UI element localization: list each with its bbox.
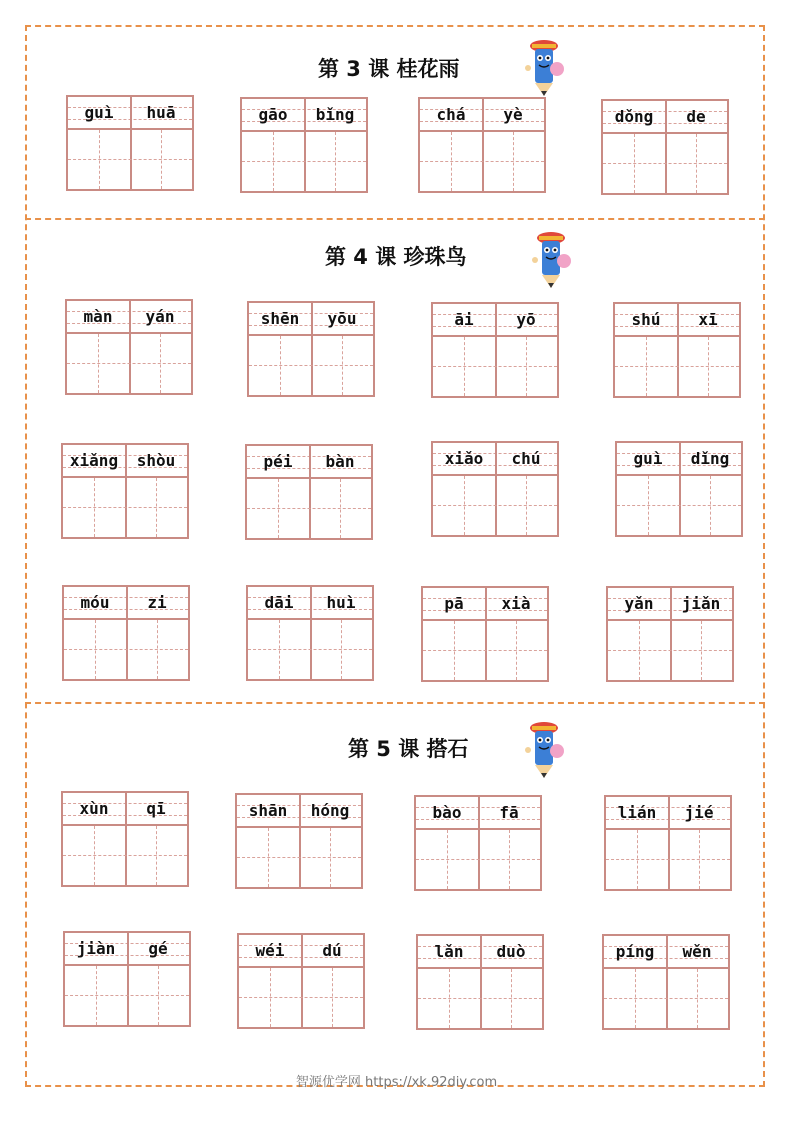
grid-guide-line [423,650,547,651]
grid-divider [130,97,132,189]
grid-guide-line [418,998,542,999]
pinyin-syllable: hóng [310,801,350,820]
grid-divider [129,301,131,393]
pinyin-syllable: shòu [136,451,176,470]
pinyin-syllable: móu [80,593,110,612]
grid-guide-line [242,161,366,162]
grid-divider [304,99,306,191]
word-writing-grid [604,795,732,891]
section-divider [25,218,765,220]
pinyin-syllable: chá [436,105,466,124]
grid-divider [478,797,480,889]
grid-divider [310,587,312,679]
pinyin-syllable: fā [499,803,519,822]
grid-guide-line [248,649,372,650]
word-writing-grid [61,791,189,887]
pinyin-syllable: yōu [327,309,357,328]
word-writing-grid [601,99,729,195]
grid-guide-line [68,159,192,160]
grid-guide-line [67,363,191,364]
pinyin-syllable: péi [263,452,293,471]
pinyin-syllable: wěn [682,942,712,961]
lesson-title: 第 5 课 搭石 [348,737,469,761]
pinyin-syllable: bàn [325,452,355,471]
grid-divider [482,99,484,191]
section-divider [25,702,765,704]
word-writing-grid [240,97,368,193]
grid-guide-line [420,161,544,162]
grid-divider [125,793,127,885]
grid-guide-line [65,995,189,996]
grid-guide-line [433,505,557,506]
word-writing-grid [602,934,730,1030]
pinyin-syllable: lián [617,803,657,822]
word-writing-grid [421,586,549,682]
grid-divider [126,587,128,679]
pinyin-syllable: gé [148,939,168,958]
grid-divider [125,445,127,537]
footer-watermark: 智源优学网 https://xk.92diy.com [295,1075,498,1090]
grid-divider [668,797,670,889]
pinyin-syllable: gāo [258,105,288,124]
pinyin-syllable: āi [454,310,474,329]
pinyin-syllable: yè [503,105,523,124]
grid-divider [127,933,129,1025]
grid-divider [299,795,301,887]
grid-divider [677,304,679,396]
pinyin-syllable: guì [633,449,663,468]
word-writing-grid [237,933,365,1029]
grid-divider [301,935,303,1027]
word-writing-grid [431,441,559,537]
pinyin-syllable: xiǎo [444,449,484,468]
pinyin-syllable: jiǎn [681,594,721,613]
word-writing-grid [606,586,734,682]
pinyin-syllable: píng [615,942,655,961]
grid-guide-line [247,508,371,509]
grid-guide-line [237,857,361,858]
pinyin-syllable: yō [516,310,536,329]
pinyin-syllable: huì [326,593,356,612]
pinyin-syllable: dú [322,941,342,960]
word-writing-grid [613,302,741,398]
word-writing-grid [66,95,194,191]
grid-guide-line [433,366,557,367]
grid-guide-line [604,998,728,999]
grid-guide-line [63,855,187,856]
word-writing-grid [416,934,544,1030]
grid-guide-line [603,163,727,164]
pinyin-syllable: shú [631,310,661,329]
grid-divider [495,443,497,535]
pinyin-syllable: shēn [260,309,300,328]
word-writing-grid [63,931,191,1027]
word-writing-grid [418,97,546,193]
pinyin-syllable: duò [496,942,526,961]
pinyin-syllable: dǐng [690,449,730,468]
word-writing-grid [247,301,375,397]
pinyin-syllable: qī [146,799,166,818]
word-writing-grid [414,795,542,891]
lesson-title: 第 4 课 珍珠鸟 [325,245,467,269]
pinyin-syllable: guì [84,103,114,122]
lesson-title: 第 3 课 桂花雨 [318,57,460,81]
grid-guide-line [249,365,373,366]
pinyin-syllable: xiǎng [69,451,119,470]
pinyin-syllable: màn [83,307,113,326]
grid-guide-line [606,859,730,860]
grid-divider [311,303,313,395]
pinyin-syllable: wéi [255,941,285,960]
pinyin-syllable: jiàn [76,939,116,958]
pinyin-syllable: bào [432,803,462,822]
pinyin-syllable: pā [444,594,464,613]
grid-guide-line [64,649,188,650]
grid-divider [679,443,681,535]
pinyin-syllable: chú [511,449,541,468]
pencil-mascot-icon [527,230,573,292]
word-writing-grid [235,793,363,889]
grid-guide-line [416,859,540,860]
pinyin-syllable: shān [248,801,288,820]
pinyin-syllable: zi [147,593,167,612]
grid-divider [495,304,497,396]
grid-divider [485,588,487,680]
grid-divider [480,936,482,1028]
pinyin-syllable: lǎn [434,942,464,961]
grid-divider [309,446,311,538]
grid-guide-line [608,650,732,651]
pinyin-syllable: xùn [79,799,109,818]
pinyin-syllable: xià [501,594,531,613]
pinyin-syllable: de [686,107,706,126]
grid-divider [670,588,672,680]
pinyin-syllable: jié [684,803,714,822]
word-writing-grid [61,443,189,539]
grid-guide-line [239,997,363,998]
word-writing-grid [246,585,374,681]
word-writing-grid [62,585,190,681]
pinyin-syllable: bǐng [315,105,355,124]
pencil-mascot-icon [520,38,566,100]
word-writing-grid [245,444,373,540]
grid-guide-line [63,507,187,508]
pencil-mascot-icon [520,720,566,782]
pinyin-syllable: yǎn [624,594,654,613]
pinyin-syllable: xī [698,310,718,329]
grid-divider [665,101,667,193]
pinyin-syllable: huā [146,103,176,122]
pinyin-syllable: dǒng [614,107,654,126]
grid-divider [666,936,668,1028]
grid-guide-line [617,505,741,506]
pinyin-syllable: yán [145,307,175,326]
pinyin-syllable: dāi [264,593,294,612]
word-writing-grid [615,441,743,537]
word-writing-grid [65,299,193,395]
word-writing-grid [431,302,559,398]
grid-guide-line [615,366,739,367]
